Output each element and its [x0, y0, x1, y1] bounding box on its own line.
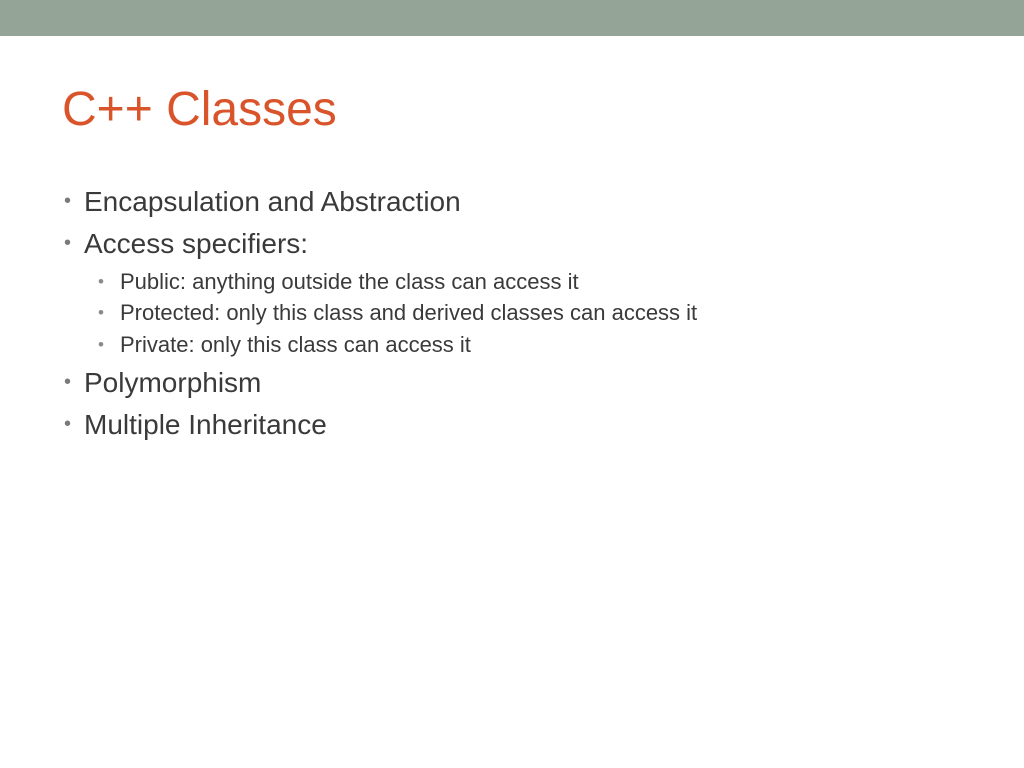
slide-title: C++ Classes [62, 83, 337, 136]
bullet-icon: • [64, 412, 72, 435]
sub-list-item-label: Protected: only this class and derived classes can access it [120, 300, 698, 326]
sub-list-item-label: Private: only this class can access it [120, 332, 471, 358]
list-item [58, 224, 958, 264]
sublist-container [58, 266, 958, 362]
list-item [90, 297, 958, 329]
list-item-label: Encapsulation and Abstraction [84, 186, 461, 217]
sub-list-item-label: Public: anything outside the class can access it [120, 268, 579, 294]
list-item [58, 363, 958, 403]
bullet-icon: • [64, 190, 72, 212]
list-item [90, 329, 958, 361]
bullet-icon: • [98, 303, 104, 323]
bullet-icon: • [64, 371, 72, 394]
slide-top-band [0, 0, 1024, 36]
bullet-icon: • [98, 335, 104, 355]
bullet-icon: • [98, 271, 104, 291]
list-item-label: Access specifiers: [84, 227, 309, 259]
list-item-label: Multiple Inheritance [84, 408, 327, 440]
bullet-list [58, 182, 958, 445]
list-item [58, 182, 958, 222]
list-item [90, 266, 958, 298]
bullet-icon: • [64, 231, 72, 254]
list-item-label: Polymorphism [84, 367, 262, 399]
sub-bullet-list [58, 266, 958, 362]
list-item [58, 405, 958, 445]
slide-body [58, 182, 958, 447]
